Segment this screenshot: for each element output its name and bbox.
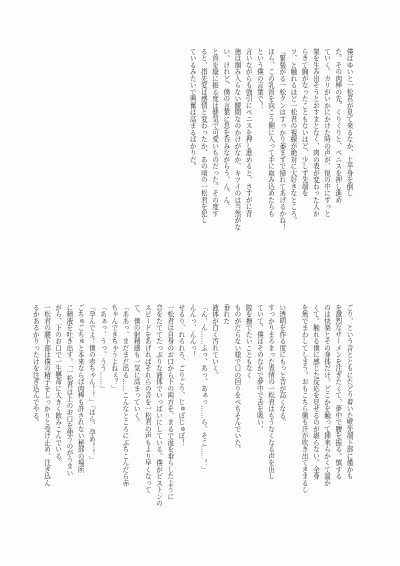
text-line: ものがだらない様で口の回りをべちそんでいた。 bbox=[232, 304, 241, 453]
text-line: 膣を撫でたいこともなく bbox=[244, 304, 253, 379]
text-line: 架を生み出そうとおすまとなく、肉の表が変わった人か bbox=[311, 48, 320, 217]
text-line: ると、指先変は感情と変わったか、あの頃の一松君を犯し bbox=[199, 48, 208, 224]
text-line: がら、下のお口で一生懸命に大きく飲みこんでいる。 bbox=[53, 304, 62, 466]
text-line: ていて、僕はそのなかで夢中で舌を吸い、 bbox=[255, 304, 264, 433]
text-block-top bbox=[39, 48, 354, 276]
text-line: い。けれど、僕の言葉に息を呑みながらう、ん、ん、 bbox=[221, 48, 230, 210]
text-line: 言いながらも強引にペニスを押し進めると、さすがに背 bbox=[244, 48, 253, 217]
text-line: て、僕の射精感も一気に高まっていく。 bbox=[132, 304, 141, 426]
text-line: を激烈なザーメンを注ぎたくて、夢中で腰を振る。慎する bbox=[333, 304, 342, 480]
text-line: ているみたいで興奮は高まるばかりだ。 bbox=[188, 48, 197, 170]
paragraph-gap bbox=[287, 304, 298, 519]
text-line: スピードをあげればそれらの音を一松君の声もより早くなって bbox=[143, 304, 152, 493]
text-line: るかあるかりったけを注ぎ込んでやる。 bbox=[31, 304, 40, 426]
text-line: 僕はゆいと一松君が見て来るなか、上半身を倒し bbox=[345, 48, 353, 197]
text-line: 垂れた bbox=[221, 304, 230, 325]
text-line: 「ああっ、まだまだ出る……こんなところにぶちこんだら赤 bbox=[120, 304, 129, 487]
text-line: 徳は掴み入らない腰間なのかけがなか、キツイのは当然がな bbox=[232, 48, 241, 231]
text-line: た。その肉棒の先、くりくりと、ペニスを押し進め bbox=[333, 48, 342, 204]
text-block-bottom bbox=[31, 304, 354, 519]
text-line: 「孕んでよ！僕の赤ちゃん！！」「ほら、孕め！！」 bbox=[87, 304, 96, 463]
text-line: ツ、と触れるほど一松君の視線が絶対に大好きなところ。 bbox=[288, 48, 297, 224]
text-line: ちゃんできちゃうよねぇ？」 bbox=[109, 304, 118, 392]
text-line: ほら、この乳首を向こう側に入って手に取み込めたらも bbox=[266, 48, 275, 217]
text-line: すっかりまろまった表情の一松君はもうなくなる声を出し bbox=[266, 304, 275, 480]
text-line: 『緊張がる一松クンはすっかり萎まずで掃れてあげるかね！ bbox=[277, 48, 286, 231]
text-line: せるり、れろれろ、ごりごり、じゅぽじゅぽ！ bbox=[176, 304, 185, 446]
text-line: という僕の言葉で！ bbox=[255, 48, 264, 109]
text-line: と首を縦に振る度は健気で可愛いものだった。その度す bbox=[210, 48, 219, 217]
text-line: のは快楽とその身体だけ。どこかを触って挿来らかくて温か bbox=[322, 304, 331, 487]
text-line: くて。触れる僕に感じた反応を見せるのが堪らない。全身 bbox=[311, 304, 320, 480]
text-line: らきて胸がなったこともないほど、少しず先端を bbox=[300, 48, 309, 197]
text-line: 一松君は自身のお口から下の両方を、まるで涎を垂らしたように bbox=[165, 304, 174, 500]
text-line: い透明を作る度にもっと音が高くなる。 bbox=[277, 304, 286, 426]
text-line: ごちゅごちゅと本来ならば肉棒も許されない秘部の場所 bbox=[76, 304, 85, 473]
text-line: んんっ、んんっ！ bbox=[188, 304, 197, 358]
text-line: 液体が白く汚れていく。 bbox=[210, 304, 219, 379]
text-line: 「ん、ん……ふっ、あっ、あぁっ……ら、そこ……！」 bbox=[199, 304, 208, 473]
text-line: 一松君の腰下部は僕の精子をしっかりと受け止め、注ぎ込ん bbox=[42, 304, 51, 487]
text-line: を無でまわしてしまう。おもこちら側も汗が吹き出てきまるし bbox=[300, 304, 309, 493]
text-line: ていく。カリがいかにかけた時の声が、悦の中にずっと bbox=[322, 48, 331, 217]
text-line: 「あぁっ、うっ、うう……」 bbox=[98, 304, 107, 392]
text-line: に精液を吐き出す。「一松君は上のお口を使うのがうまい bbox=[64, 304, 73, 477]
text-line: ごり、という音とともにたどり着いた壁先端下部に僅かも bbox=[345, 304, 353, 480]
text-line: 音をたててたっぷりな液体でいっぱいにしている。僕がピストンの bbox=[154, 304, 163, 507]
